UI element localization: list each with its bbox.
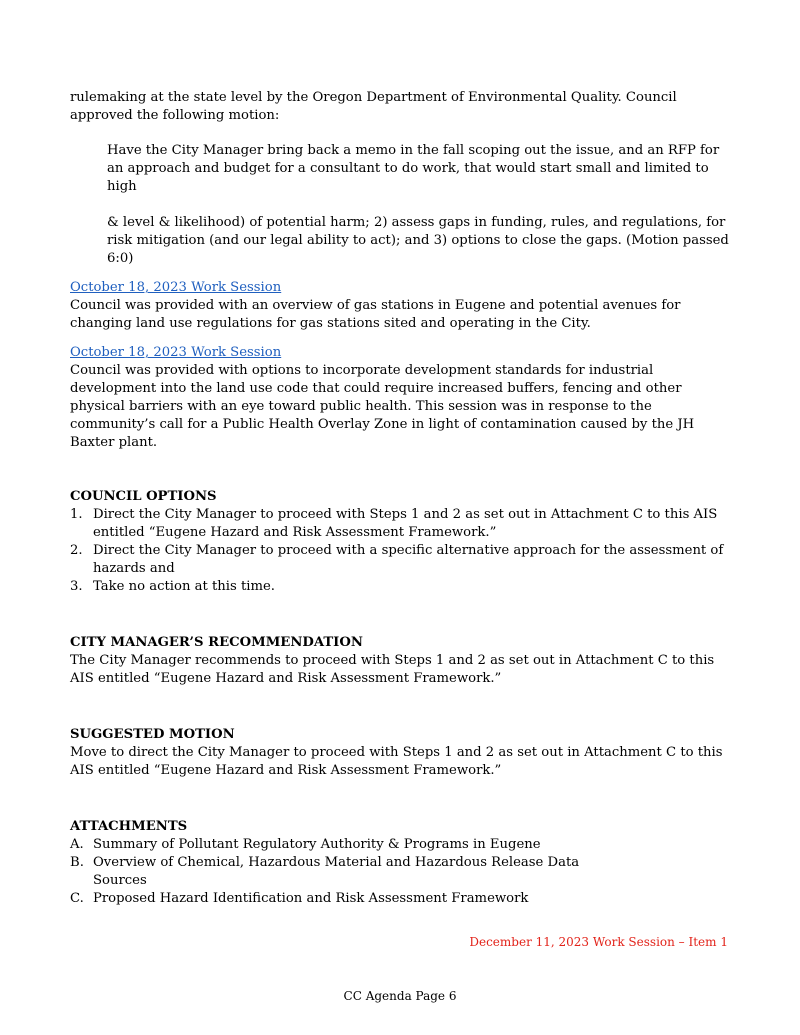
council-options-heading: COUNCIL OPTIONS bbox=[70, 489, 217, 504]
list-item: A. Summary of Pollutant Regulatory Authority & Programs in Eugene bbox=[70, 837, 541, 852]
work-session-link-2[interactable]: October 18, 2023 Work Session bbox=[70, 345, 282, 360]
list-item: 2. Direct the City Manager to proceed with a specific alternative approach for the assessment of hazards and bbox=[70, 543, 724, 576]
work-session-item-label: December 11, 2023 Work Session – Item 1 bbox=[469, 935, 728, 949]
attachments-heading: ATTACHMENTS bbox=[70, 819, 188, 834]
council-options-list bbox=[70, 506, 732, 596]
motion-quote-part-1: Have the City Manager bring back a memo in the fall scoping out the issue, and an RFP for an approach and budget for a consultant to do work, that would start small and limited to high bbox=[107, 143, 720, 194]
work-session-summary-1: Council was provided with an overview of gas stations in Eugene and potential avenues for changing land use regulations for gas stations sited and operating in the City. bbox=[70, 298, 681, 331]
intro-paragraph: rulemaking at the state level by the Oregon Department of Environmental Quality. Council approved the following motion: bbox=[70, 90, 677, 123]
attachments-list bbox=[70, 836, 732, 908]
motion-quote-part-2: & level & likelihood) of potential harm; 2) assess gaps in funding, rules, and regulations, for risk mitigation (and our legal ability to act); and 3) options to close the gaps. (Motion passed 6:0) bbox=[107, 215, 729, 266]
list-item: 1. Direct the City Manager to proceed with Steps 1 and 2 as set out in Attachment C to this AIS entitled “Eugene Hazard and Risk Assessment Framework.” bbox=[70, 507, 718, 540]
page-number: CC Agenda Page 6 bbox=[343, 989, 457, 1003]
list-item: C. Proposed Hazard Identification and Risk Assessment Framework bbox=[70, 891, 529, 906]
list-item: B. Overview of Chemical, Hazardous Material and Hazardous Release Data Sources bbox=[70, 855, 580, 888]
recommendation-heading: CITY MANAGER’S RECOMMENDATION bbox=[70, 635, 363, 650]
recommendation-text: The City Manager recommends to proceed with Steps 1 and 2 as set out in Attachment C to this AIS entitled “Eugene Hazard and Risk Assessment Framework.” bbox=[70, 653, 715, 686]
work-session-link-1[interactable]: October 18, 2023 Work Session bbox=[70, 280, 282, 295]
suggested-motion-heading: SUGGESTED MOTION bbox=[70, 727, 235, 742]
list-item: 3. Take no action at this time. bbox=[70, 579, 275, 594]
suggested-motion-text: Move to direct the City Manager to proceed with Steps 1 and 2 as set out in Attachment C to this AIS entitled “Eugene Hazard and Risk Assessment Framework.” bbox=[70, 745, 723, 778]
page-content bbox=[70, 89, 732, 908]
work-session-summary-2: Council was provided with options to incorporate development standards for industrial development into the land use code that could require increased buffers, fencing and other physical barriers with an eye toward public health. This session was in response to the community’s call for a Public Health Overlay Zone in light of contamination caused by the JH Baxter plant. bbox=[70, 363, 695, 450]
